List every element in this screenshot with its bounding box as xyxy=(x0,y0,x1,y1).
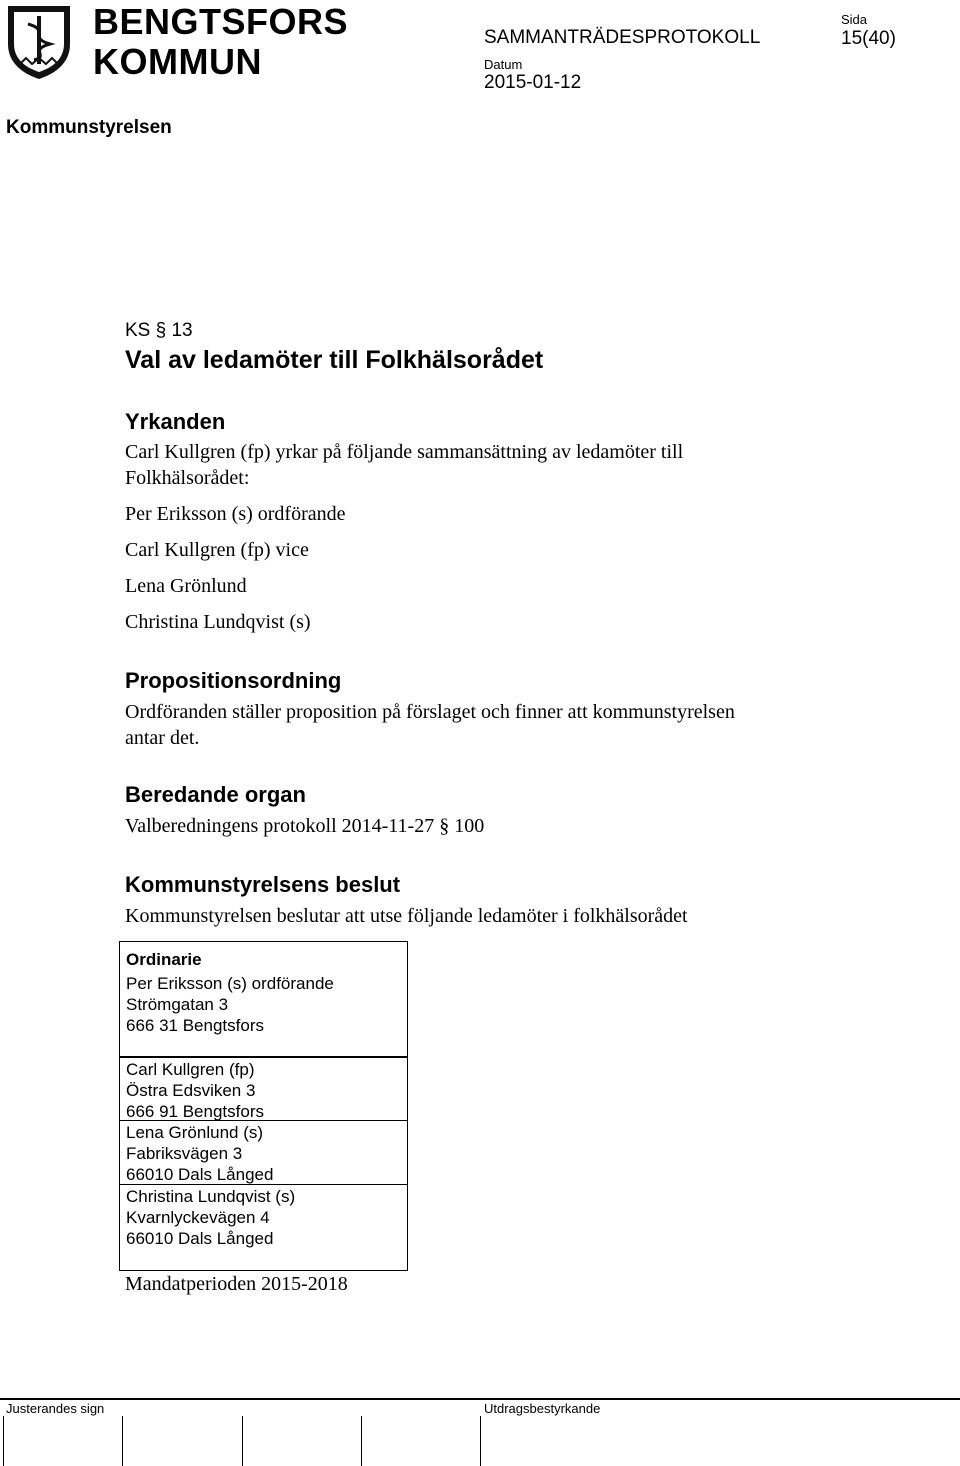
footer-divider xyxy=(0,1398,960,1400)
member-name: Per Eriksson (s) ordförande xyxy=(126,974,334,993)
page-number: 15(40) xyxy=(841,28,896,49)
beslut-text: Kommunstyrelsen beslutar att utse följande ledamöter i folkhälsorådet xyxy=(125,905,688,927)
org-name-line2: KOMMUN xyxy=(93,41,262,82)
member-name: Christina Lundqvist (s) xyxy=(126,1187,296,1206)
member-postal: 666 91 Bengtsfors xyxy=(126,1102,264,1121)
propositionsordning-text-line2: antar det. xyxy=(125,727,200,749)
heading-beredande-organ: Beredande organ xyxy=(125,782,306,807)
signature-box-divider xyxy=(3,1416,4,1466)
footer-utdragsbestyrkande: Utdragsbestyrkande xyxy=(484,1401,601,1416)
mandate-period: Mandatperioden 2015-2018 xyxy=(125,1273,348,1295)
member-name: Lena Grönlund (s) xyxy=(126,1123,264,1142)
member-name: Carl Kullgren (fp) xyxy=(126,1060,255,1079)
member-address: Strömgatan 3 xyxy=(126,995,229,1014)
member-list-item: Per Eriksson (s) ordförande xyxy=(125,503,346,525)
page-title: Val av ledamöter till Folkhälsorådet xyxy=(125,346,544,374)
beredande-organ-text: Valberedningens protokoll 2014-11-27 § 100 xyxy=(125,815,485,837)
table-row xyxy=(119,941,408,1058)
member-address: Östra Edsviken 3 xyxy=(126,1081,256,1100)
member-postal: 66010 Dals Långed xyxy=(126,1165,274,1184)
page-label: Sida xyxy=(841,12,868,27)
coat-of-arms-icon xyxy=(6,4,72,80)
table-header: Ordinarie xyxy=(126,950,202,969)
member-list-item: Lena Grönlund xyxy=(125,575,247,597)
table-row xyxy=(119,1184,408,1271)
heading-yrkanden: Yrkanden xyxy=(125,409,226,434)
member-address: Kvarnlyckevägen 4 xyxy=(126,1208,270,1227)
yrkanden-text-line2: Folkhälsorådet: xyxy=(125,467,250,489)
propositionsordning-text-line1: Ordföranden ställer proposition på förslaget och finner att kommunstyrelsen xyxy=(125,701,735,723)
signature-box-divider xyxy=(361,1416,362,1466)
signature-box-divider xyxy=(480,1416,481,1466)
signature-box-divider xyxy=(122,1416,123,1466)
member-postal: 666 31 Bengtsfors xyxy=(126,1016,264,1035)
signature-box-divider xyxy=(242,1416,243,1466)
member-postal: 66010 Dals Långed xyxy=(126,1229,274,1248)
heading-propositionsordning: Propositionsordning xyxy=(125,668,342,693)
heading-beslut: Kommunstyrelsens beslut xyxy=(125,872,401,897)
paragraph-reference: KS § 13 xyxy=(125,320,193,341)
date-label: Datum xyxy=(484,57,523,72)
member-list-item: Carl Kullgren (fp) vice xyxy=(125,539,309,561)
document-type: SAMMANTRÄDESPROTOKOLL xyxy=(484,27,761,48)
member-list-item: Christina Lundqvist (s) xyxy=(125,611,311,633)
org-name-line1: BENGTSFORS xyxy=(93,1,349,42)
department-name: Kommunstyrelsen xyxy=(6,117,172,138)
table-row xyxy=(119,1120,408,1185)
table-row xyxy=(119,1056,408,1121)
members-table xyxy=(119,941,408,1271)
meeting-date: 2015-01-12 xyxy=(484,72,582,93)
footer-justerandes-sign: Justerandes sign xyxy=(6,1401,105,1416)
yrkanden-text-line1: Carl Kullgren (fp) yrkar på följande sammansättning av ledamöter till xyxy=(125,441,684,463)
member-address: Fabriksvägen 3 xyxy=(126,1144,243,1163)
